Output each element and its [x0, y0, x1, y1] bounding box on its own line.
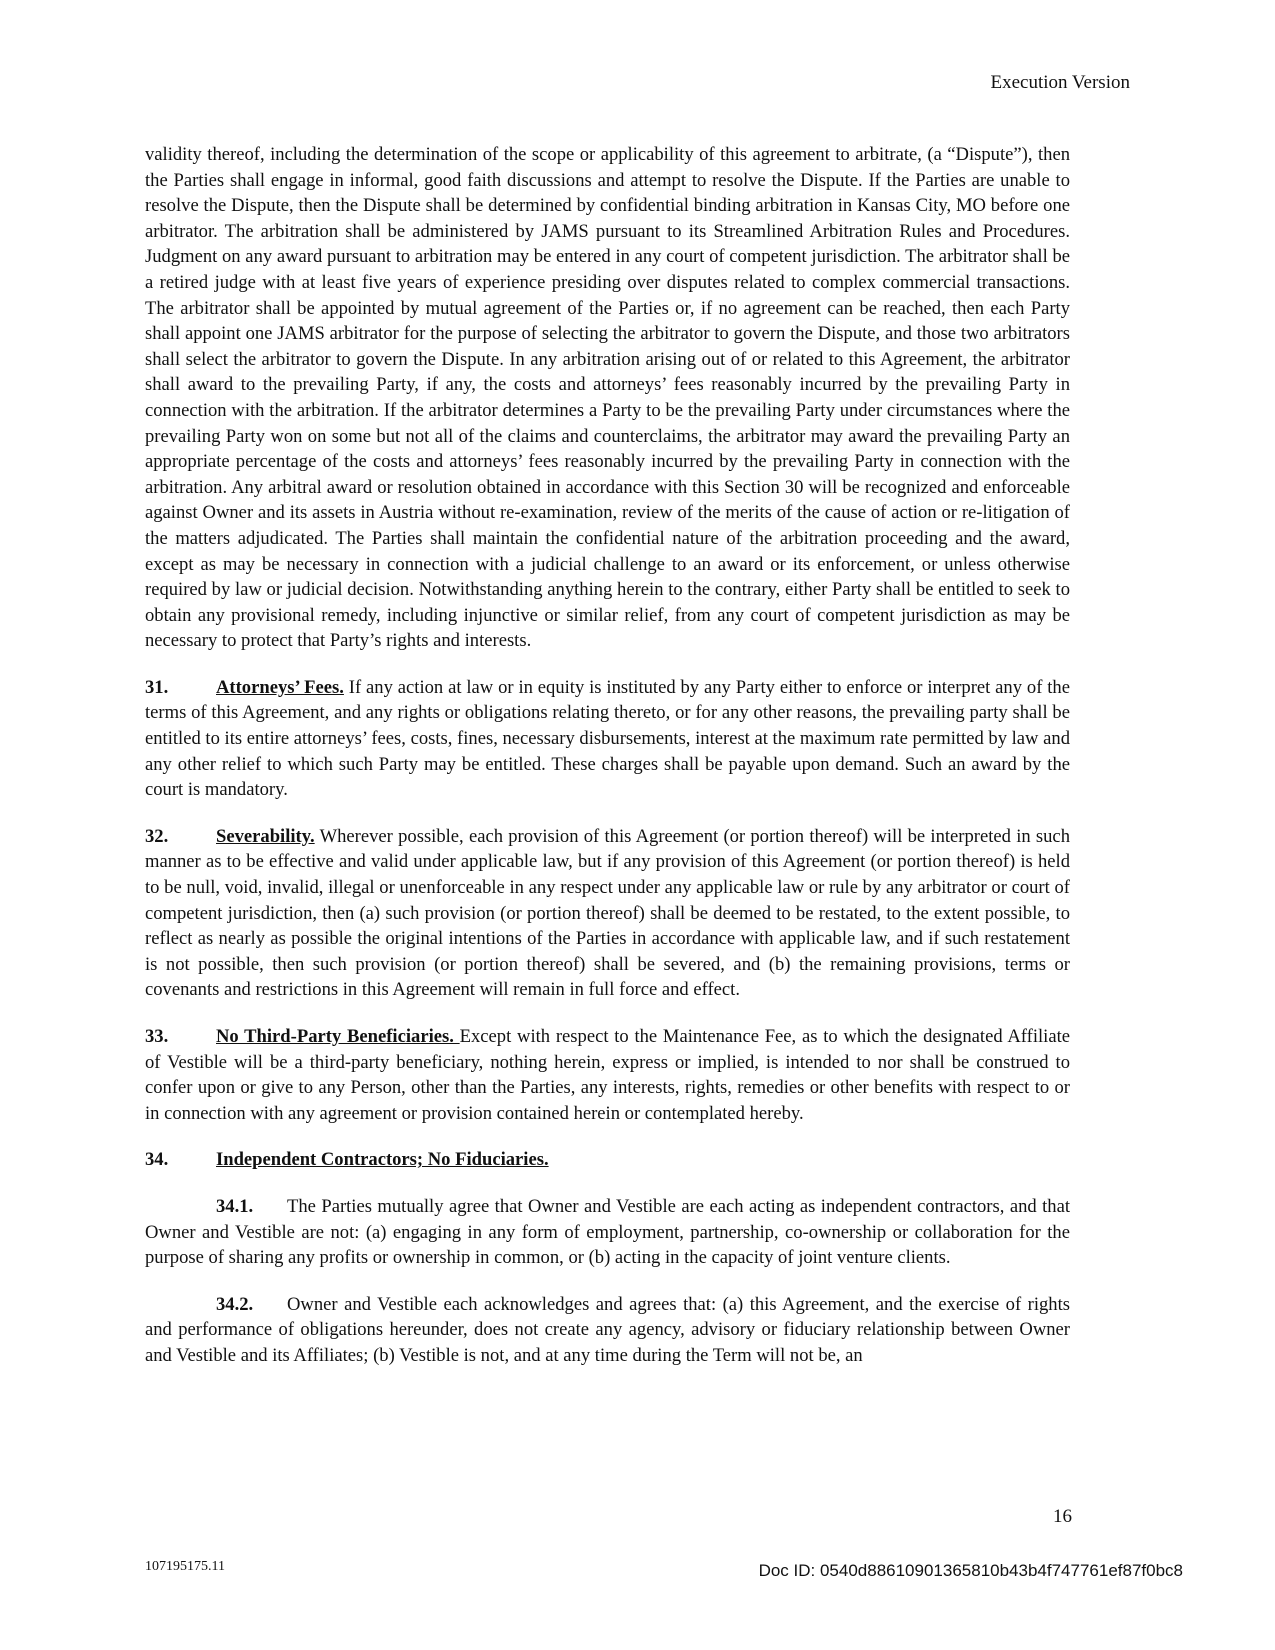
doc-id-stamp: Doc ID: 0540d88610901365810b43b4f747761ef87f0bc8 — [758, 1561, 1183, 1580]
section-32 — [145, 824, 1070, 1003]
subsection-34-1 — [145, 1194, 1070, 1271]
subsection-34-2 — [145, 1292, 1070, 1369]
subsection-number: 34.2. — [216, 1293, 254, 1315]
section-34 — [145, 1147, 1070, 1173]
section-number: 31. — [145, 676, 169, 698]
section-text: If any action at law or in equity is instituted by any Party either to enforce or interpret any of the terms of this Agreement, and any rights or obligations relating thereto, or for any other reasons, the prevailing party shall be entitled to its entire attorneys’ fees, costs, fines, necessary disbursements, interest at the maximum rate permitted by law and any other relief to which such Party may be entitled. These charges shall be payable upon demand. Such an award by the court is mandatory. — [145, 676, 1070, 801]
section-number: 32. — [145, 825, 169, 847]
section-heading: Severability. — [216, 825, 315, 847]
section-text: Wherever possible, each provision of this Agreement (or portion thereof) will be interpreted in such manner as to be effective and valid under applicable law, but if any provision of this Agreement (or portion thereof) is held to be null, void, invalid, illegal or unenforceable in any respect under any applicable law or rule by any arbitrator or court of competent jurisdiction, then (a) such provision (or portion thereof) shall be deemed to be restated, to the extent possible, to reflect as nearly as possible the original intentions of the Parties in accordance with applicable law, and if such restatement is not possible, then such provision (or portion thereof) shall be severed, and (b) the remaining provisions, terms or covenants and restrictions in this Agreement will remain in full force and effect. — [145, 825, 1070, 1001]
section-heading: Independent Contractors; No Fiduciaries. — [216, 1149, 549, 1171]
document-reference-number: 107195175.11 — [145, 1559, 225, 1574]
section-heading: No Third-Party Beneficiaries. — [216, 1026, 460, 1047]
section-number: 33. — [145, 1026, 169, 1047]
subsection-text: The Parties mutually agree that Owner and Vestible are each acting as independent contractors, and that Owner and Vestible are not: (a) engaging in any form of employment, partnership, co-ownership or collaboration for the purpose of sharing any profits or ownership in common, or (b) acting in the capacity of joint venture clients. — [145, 1195, 1070, 1269]
section-number: 34. — [145, 1149, 169, 1171]
section-33 — [145, 1024, 1070, 1126]
document-body — [145, 142, 1070, 1390]
section-31 — [145, 675, 1070, 803]
subsection-text: Owner and Vestible each acknowledges and agrees that: (a) this Agreement, and the exercise of rights and performance of obligations hereunder, does not create any agency, advisory or fiduciary relationship between Owner and Vestible and its Affiliates; (b) Vestible is not, and at any time during the Term will not be, an — [145, 1293, 1070, 1366]
arbitration-continuation-paragraph: validity thereof, including the determination of the scope or applicability of this agreement to arbitrate, (a “Dispute”), then the Parties shall engage in informal, good faith discussions and attempt to resolve the Dispute. If the Parties are unable to resolve the Dispute, then the Dispute shall be determined by confidential binding arbitration in Kansas City, MO before one arbitrator. The arbitration shall be administered by JAMS pursuant to its Streamlined Arbitration Rules and Procedures. Judgment on any award pursuant to arbitration may be entered in any court of competent jurisdiction. The arbitrator shall be a retired judge with at least five years of experience presiding over disputes related to complex commercial transactions. The arbitrator shall be appointed by mutual agreement of the Parties or, if no agreement can be reached, then each Party shall appoint one JAMS arbitrator for the purpose of selecting the arbitrator to govern the Dispute, and those two arbitrators shall select the arbitrator to govern the Dispute. In any arbitration arising out of or related to this Agreement, the arbitrator shall award to the prevailing Party, if any, the costs and attorneys’ fees reasonably incurred by the prevailing Party in connection with the arbitration. If the arbitrator determines a Party to be the prevailing Party under circumstances where the prevailing Party won on some but not all of the claims and counterclaims, the arbitrator may award the prevailing Party an appropriate percentage of the costs and attorneys’ fees reasonably incurred by the prevailing Party in connection with the arbitration. Any arbitral award or resolution obtained in accordance with this Section 30 will be recognized and enforceable against Owner and its assets in Austria without re-examination, review of the merits of the cause of action or re-litigation of the matters adjudicated. The Parties shall maintain the confidential nature of the arbitration proceeding and the award, except as may be necessary in connection with a judicial challenge to an award or its enforcement, or unless otherwise required by law or judicial decision. Notwithstanding anything herein to the contrary, either Party shall be entitled to seek to obtain any provisional remedy, including injunctive or similar relief, from any court of competent jurisdiction as may be necessary to protect that Party’s rights and interests. — [145, 144, 1070, 652]
document-version-header: Execution Version — [990, 72, 1130, 93]
page-number: 16 — [1053, 1506, 1072, 1527]
subsection-number: 34.1. — [216, 1195, 254, 1217]
section-text: Except with respect to the Maintenance Fee, as to which the designated Affiliate of Vestible will be a third-party beneficiary, nothing herein, express or implied, is intended to nor shall be construed to confer upon or give to any Person, other than the Parties, any interests, rights, remedies or other benefits with respect to or in connection with any agreement or provision contained herein or contemplated hereby. — [145, 1026, 1070, 1124]
section-heading: Attorneys’ Fees. — [216, 676, 344, 698]
